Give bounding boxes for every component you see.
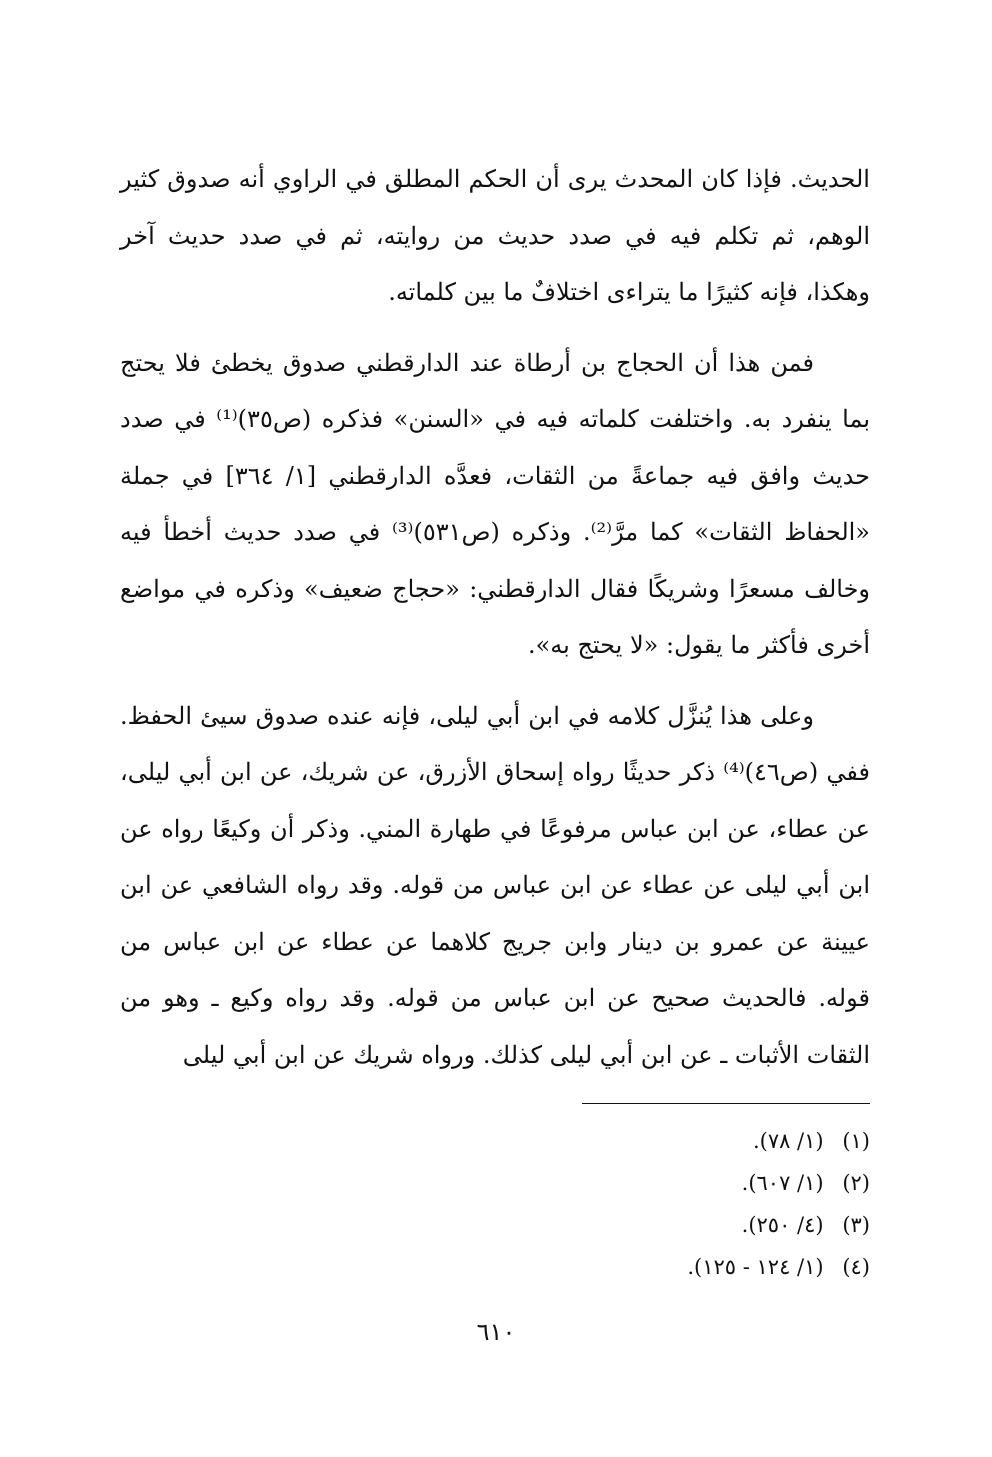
footnote-4	[470, 1246, 870, 1288]
footnote-text: (٤/ ٢٥٠).	[741, 1213, 824, 1237]
footnote-separator	[582, 1103, 870, 1104]
footnote-number: (٣)	[842, 1213, 870, 1237]
paragraph-2	[120, 335, 870, 674]
paragraph-1-line-3: آخر وهكذا، فإنه كثيرًا ما يتراءى اختلافٌ ما بين كلماته.	[120, 221, 870, 306]
paragraph-3-line-1: وعلى هذا يُنزَّل كلامه في ابن أبي ليلى، فإنه عنده صدوق سيئ الحفظ.	[120, 701, 814, 730]
footnote-text: (١/ ٦٠٧).	[741, 1171, 824, 1195]
paragraph-1	[120, 151, 870, 321]
paragraph-3-line-3: ليلى، عن عطاء، عن ابن عباس مرفوعًا في طهارة المني. وذكر أن وكيعًا رواه	[120, 758, 870, 843]
footnote-2	[470, 1162, 870, 1204]
footnote-text: (١/ ٧٨).	[752, 1129, 824, 1153]
paragraph-1-line-1: الحديث. فإذا كان المحدث يرى أن الحكم المطلق في الراوي أنه صدوق	[167, 165, 870, 193]
paragraph-2-line-3: حديث وافق فيه جماعةً من الثقات، فعدَّه الدارقطني [١/ ٣٦٤] في جملة	[120, 461, 870, 490]
footnote-number: (٤)	[842, 1255, 870, 1279]
paragraph-3-line-7: الثقات الأثبات ـ عن ابن أبي ليلى كذلك. ورواه شريك عن ابن أبي ليلى	[182, 1040, 870, 1069]
main-text	[120, 151, 870, 1097]
paragraph-3-line-6: قوله. فالحديث صحيح عن ابن عباس من قوله. وقد رواه وكيع ـ وهو من	[120, 984, 870, 1012]
page-number: ٦١٠	[476, 1318, 516, 1346]
paragraph-2-line-1: فمن هذا أن الحجاج بن أرطاة عند الدارقطني صدوق يخطئ فلا يحتج	[120, 348, 814, 377]
footnotes	[470, 1120, 870, 1288]
footnote-1	[470, 1120, 870, 1162]
paragraph-3	[120, 688, 870, 1084]
paragraph-2-line-5: فيه وخالف مسعرًا وشريكًا فقال الدارقطني: «حجاج ضعيف» وذكره في	[120, 518, 870, 603]
paragraph-2-line-6: مواضع أخرى فأكثر ما يقول: «لا يحتج به».	[120, 574, 870, 659]
paragraph-3-line-5: ابن عيينة عن عمرو بن دينار وابن جريج كلاهما عن عطاء عن ابن عباس من	[120, 871, 870, 956]
paragraph-3-line-4: عن ابن أبي ليلى عن عطاء عن ابن عباس من قوله. وقد رواه الشافعي عن	[120, 814, 870, 899]
paragraph-2-line-2: بما ينفرد به. واختلفت كلماته فيه في «السنن» فذكره (ص٣٥)⁽¹⁾ في صدد	[120, 405, 870, 433]
paragraph-3-line-2: ففي (ص٤٦)⁽⁴⁾ ذكر حديثًا رواه إسحاق الأزرق، عن شريك، عن ابن أبي	[178, 758, 870, 786]
footnote-number: (١)	[842, 1129, 870, 1153]
footnote-number: (٢)	[842, 1171, 870, 1195]
footnote-3	[470, 1204, 870, 1246]
footnote-text: (١/ ١٢٤ - ١٢٥).	[687, 1255, 824, 1279]
paragraph-1-line-2: كثير الوهم، ثم تكلم فيه في صدد حديث من روايته، ثم في صدد حديث	[120, 165, 870, 250]
paragraph-2-line-4: «الحفاظ الثقات» كما مرَّ⁽²⁾. وذكره (ص٥٣١)⁽³⁾ في صدد حديث أخطأ	[163, 518, 870, 546]
